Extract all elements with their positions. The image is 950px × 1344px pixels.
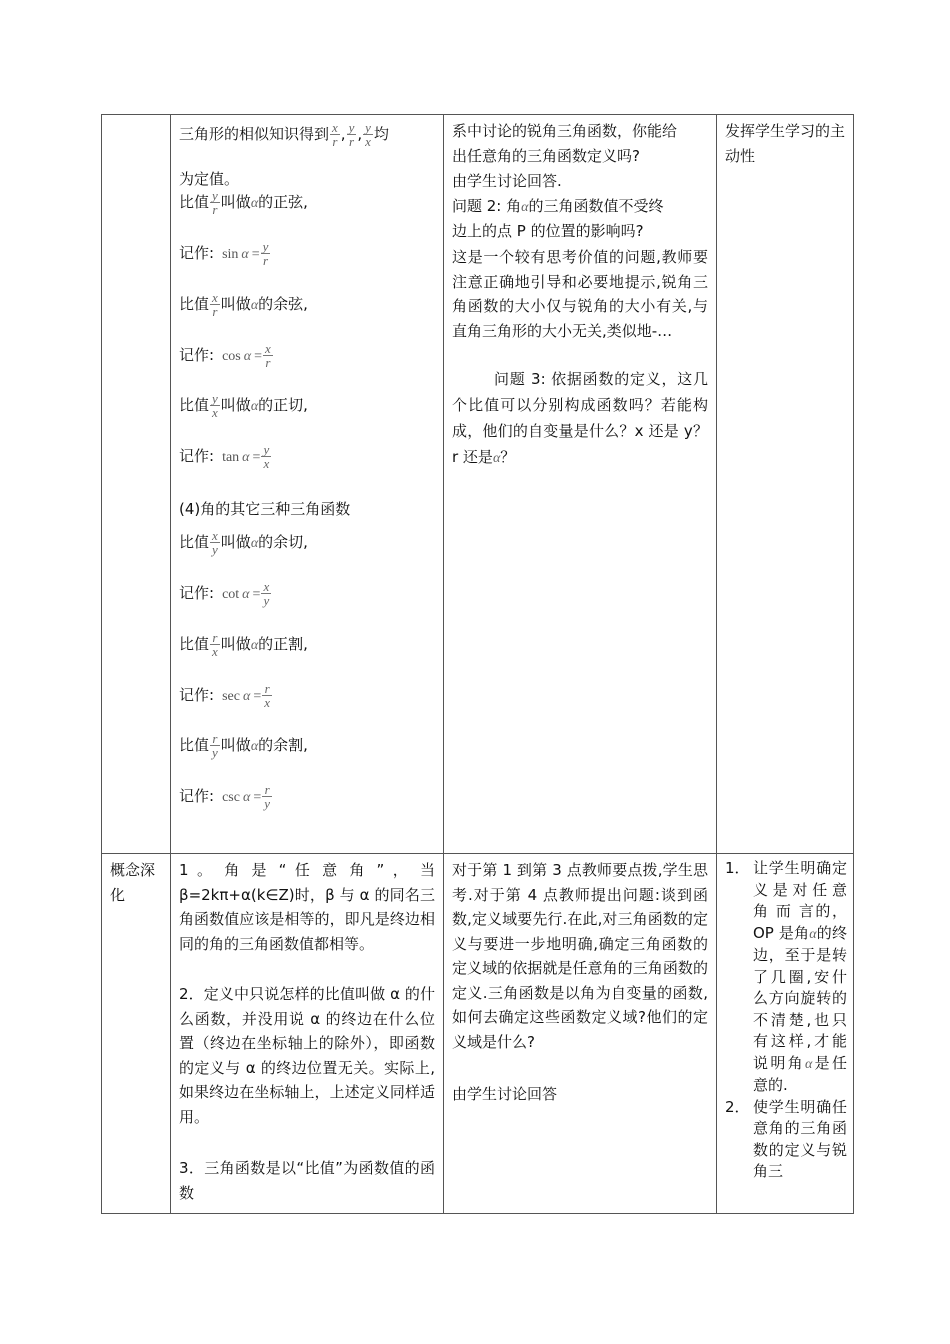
notation-line [179, 342, 274, 369]
numerator: x [332, 120, 338, 135]
name-suffix: 的余切, [258, 533, 308, 551]
numerator: y [212, 391, 218, 406]
fraction [210, 392, 220, 419]
denominator: r [265, 354, 271, 370]
denominator: y [212, 745, 218, 760]
denominator: x [263, 456, 270, 471]
ratio-line [179, 529, 308, 556]
list-text: 让学生明确定义是对任意 角 而 言的，OP 是角 [753, 859, 847, 942]
equals-sign: = [254, 348, 262, 364]
alpha-symbol: α [809, 926, 817, 942]
function-name: cos [222, 348, 241, 364]
intro-line [179, 121, 389, 148]
alpha-symbol: α [242, 587, 250, 602]
function-name: sec [222, 688, 240, 704]
numerator: y [212, 188, 218, 203]
ratio-line [179, 189, 308, 216]
notation-label: 记作: [179, 685, 215, 704]
numerator: x [265, 340, 271, 356]
alpha-symbol: α [250, 637, 259, 653]
ratio-label: 比值 [179, 634, 210, 653]
intro-line-2: 为定值。 [179, 170, 240, 188]
denominator: r [212, 202, 218, 217]
fraction [262, 783, 272, 810]
point-3: 3．三角函数是以“比值”为函数值的函数 [179, 1159, 435, 1202]
denominator: y [263, 593, 270, 608]
name-prefix: 叫做 [220, 634, 251, 653]
denominator: x [212, 643, 218, 659]
list-number: 2． [725, 1097, 750, 1116]
text-line: 由学生讨论回答 [452, 1085, 558, 1103]
q2-prefix: 问题 2: 角 [452, 197, 522, 215]
text-line: 由学生讨论回答. [452, 172, 562, 190]
list-item [725, 858, 847, 1097]
alpha-symbol: α [250, 297, 259, 313]
question-3 [452, 366, 708, 472]
table-cell [171, 115, 444, 854]
numerator: x [212, 289, 218, 305]
table-cell [444, 854, 717, 1214]
ratio-line [179, 631, 308, 658]
alpha-symbol: α [242, 790, 251, 805]
denominator: x [212, 405, 218, 420]
q3-end: ？ [500, 448, 516, 466]
alpha-symbol: α [250, 399, 259, 414]
teacher-guidance: 对于第 1 到第 3 点教师要点拨,学生思考.对于第 4 点教师提出问题:谈到函数,定义域要先行.在此,对三角函数的定义与要进一步地明确,确定三角函数的定义域的依据就是任意角的三角函数的定义.三角函数是以角为自变量的函数,如何去确定这些函数定义域?他们的定义域是什么? [452, 861, 708, 1051]
alpha-symbol: α [243, 348, 252, 364]
fraction [262, 682, 272, 709]
notation-line [179, 240, 271, 267]
intro-prefix: 三角形的相似知识得到 [179, 125, 330, 143]
point-1: 1 。 角 是 “ 任 意 角 ” ， 当 β=2kπ+α(k∈Z)时，β 与 α 的同名三角函数值应该是相等的，即凡是终边相同的角的三角函数值都相等。 [179, 861, 435, 953]
fraction [210, 529, 220, 556]
name-prefix: 叫做 [220, 533, 251, 551]
lesson-table [101, 114, 854, 1214]
fraction [363, 121, 373, 148]
notation-label: 记作: [179, 244, 215, 262]
q2-suffix: 的三角函数值不受终 [528, 197, 664, 215]
ratio-label: 比值 [179, 294, 210, 313]
name-suffix: 的正切, [258, 396, 308, 414]
ratio-label: 比值 [179, 396, 210, 414]
list-text: 是任意的. [753, 1053, 847, 1094]
table-row [102, 854, 854, 1214]
function-name: csc [222, 790, 240, 805]
comma: , [340, 125, 346, 143]
numerator: y [262, 239, 269, 254]
list-number: 1． [725, 859, 750, 877]
text-line: 出任意角的三角函数定义吗? [452, 147, 640, 165]
alpha-symbol: α [250, 739, 259, 754]
intro-suffix: 均 [373, 125, 389, 143]
alpha-symbol: α [242, 450, 250, 465]
numerator: y [365, 120, 371, 135]
list-item [725, 1097, 847, 1183]
heading-4: (4)角的其它三种三角函数 [179, 500, 351, 518]
q3-text: 问题 3: 依据函数的定义，这几个比值可以分别构成函数吗？若能构成，他们的自变量是什么？x 还是 y？r 还是 [452, 370, 708, 466]
notation-line [179, 580, 272, 607]
table-cell [102, 115, 171, 854]
name-suffix: 的余割, [258, 736, 308, 754]
denominator: r [263, 253, 269, 268]
table-cell [717, 115, 854, 854]
denominator: y [212, 542, 218, 557]
fraction [263, 342, 273, 369]
question-2 [452, 196, 664, 218]
table-cell [717, 854, 854, 1214]
name-prefix: 叫做 [220, 736, 251, 754]
fraction [330, 121, 340, 148]
comma: , [357, 125, 363, 143]
fraction [261, 240, 271, 267]
numerator: x [212, 528, 218, 543]
name-prefix: 叫做 [220, 193, 251, 211]
alpha-symbol: α [250, 196, 259, 211]
numerator: r [210, 631, 220, 645]
text-line: 系中讨论的锐角三角函数，你能给 [452, 122, 678, 140]
alpha-symbol: α [492, 451, 501, 466]
denominator: r [212, 303, 218, 319]
ratio-label: 比值 [179, 193, 210, 211]
function-name: tan [222, 450, 240, 465]
name-suffix: 的正割, [258, 634, 308, 653]
function-name: sin [222, 247, 239, 262]
numerator: r [262, 783, 272, 797]
list-text: 使学生明确任意角的三角函数的定义与锐角三 [753, 1097, 847, 1180]
numerator: r [210, 732, 220, 746]
fraction [347, 121, 357, 148]
fraction [261, 580, 271, 607]
equals-sign: = [253, 790, 262, 805]
list-text: 的终边，至于是转了几圈,安什么方向旋转的不清楚,也只有这样,才能说明角 [753, 923, 847, 1072]
notation-line [179, 443, 272, 470]
text-line: 边上的点 P 的位置的影响吗? [452, 222, 644, 240]
ratio-label: 比值 [179, 533, 210, 551]
numerator: y [348, 120, 355, 135]
denominator: r [332, 134, 338, 149]
purpose-text: 发挥学生学习的主动性 [725, 122, 846, 165]
table-cell [102, 854, 171, 1214]
denominator: x [365, 134, 371, 149]
alpha-symbol: α [241, 247, 249, 262]
equals-sign: = [252, 450, 261, 465]
ratio-line [179, 732, 308, 759]
notation-line [179, 783, 273, 810]
denominator: r [348, 134, 354, 149]
alpha-symbol: α [250, 536, 259, 551]
name-suffix: 的余弦, [258, 294, 308, 313]
fraction [261, 443, 271, 470]
ratio-label: 比值 [179, 736, 210, 754]
table-row [102, 115, 854, 854]
denominator: x [264, 694, 270, 710]
numerator: x [263, 579, 270, 594]
notation-label: 记作: [179, 447, 215, 465]
ratio-line [179, 291, 308, 318]
fraction [210, 291, 220, 318]
alpha-symbol: α [804, 1056, 813, 1072]
notation-line [179, 682, 273, 709]
alpha-symbol: α [521, 200, 529, 215]
fraction [210, 189, 220, 216]
name-prefix: 叫做 [220, 294, 251, 313]
fraction [210, 732, 220, 759]
ratio-line [179, 392, 308, 419]
fraction [210, 631, 220, 658]
name-prefix: 叫做 [220, 396, 251, 414]
point-2: 2．定义中只说怎样的比值叫做 α 的什么函数，并没用说 α 的终边在什么位置（终边在坐标轴上的除外），即函数的定义与 α 的终边位置无关。实际上,如果终边在坐标轴上，上述定义同样适用。 [179, 985, 435, 1126]
alpha-symbol: α [242, 688, 251, 704]
notation-label: 记作: [179, 584, 215, 602]
guidance-paragraph: 这是一个较有思考价值的问题,教师要注意正确地引导和必要地提示,锐角三角函数的大小仅与锐角的大小有关,与直角三角形的大小无关,类似地-… [452, 248, 708, 340]
numerator: r [262, 682, 272, 696]
goal-list [725, 858, 847, 1183]
equals-sign: = [252, 587, 261, 602]
notation-label: 记作: [179, 787, 215, 805]
equals-sign: = [251, 247, 260, 262]
equals-sign: = [253, 688, 262, 704]
numerator: y [263, 442, 270, 457]
section-label: 概念深化 [110, 861, 156, 904]
table-cell [444, 115, 717, 854]
denominator: y [264, 796, 270, 811]
table-cell [171, 854, 444, 1214]
name-suffix: 的正弦, [258, 193, 308, 211]
function-name: cot [222, 587, 240, 602]
notation-label: 记作: [179, 345, 215, 364]
